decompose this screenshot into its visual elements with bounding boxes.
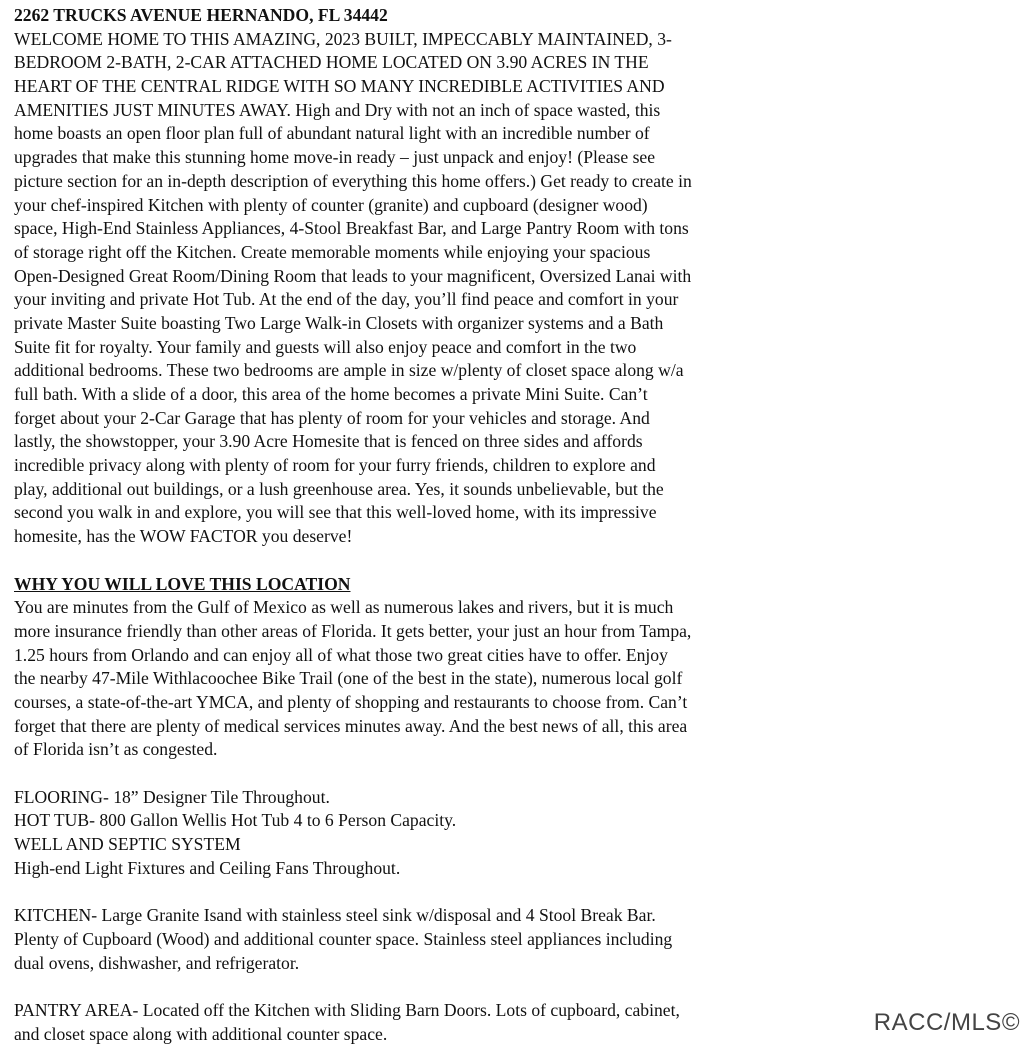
- text-line: your chef-inspired Kitchen with plenty of counter (granite) and cupboard (designer wood): [14, 194, 648, 215]
- feature-flooring: FLOORING- 18” Designer Tile Throughout.: [14, 786, 330, 807]
- pantry-paragraph: [14, 999, 824, 1046]
- text-line: forget about your 2-Car Garage that has plenty of room for your vehicles and storage. And: [14, 407, 650, 428]
- text-line: more insurance friendly than other areas of Florida. It gets better, your just an hour from Tampa,: [14, 620, 692, 641]
- text-line: AMENITIES JUST MINUTES AWAY. High and Dry with not an inch of space wasted, this: [14, 99, 661, 120]
- paragraph-spacer: [14, 880, 824, 904]
- text-line: additional bedrooms. These two bedrooms are ample in size w/plenty of closet space along w/a: [14, 360, 684, 381]
- text-line: lastly, the showstopper, your 3.90 Acre Homesite that is fenced on three sides and affords: [14, 431, 643, 452]
- location-heading: WHY YOU WILL LOVE THIS LOCATION: [14, 573, 351, 594]
- text-line: homesite, has the WOW FACTOR you deserve!: [14, 526, 353, 547]
- kitchen-paragraph: [14, 904, 824, 975]
- feature-well-septic: WELL AND SEPTIC SYSTEM: [14, 834, 241, 855]
- text-line: forget that there are plenty of medical services minutes away. And the best news of all, this area: [14, 715, 688, 736]
- text-line: space, High-End Stainless Appliances, 4-Stool Breakfast Bar, and Large Pantry Room with tons: [14, 218, 689, 239]
- text-line: BEDROOM 2-BATH, 2-CAR ATTACHED HOME LOCATED ON 3.90 ACRES IN THE: [14, 52, 649, 73]
- text-line: Open-Designed Great Room/Dining Room that leads to your magnificent, Oversized Lanai with: [14, 265, 692, 286]
- text-line: and closet space along with additional counter space.: [14, 1023, 388, 1044]
- text-line: full bath. With a slide of a door, this area of the home becomes a private Mini Suite. Can’t: [14, 384, 648, 404]
- paragraph-spacer: [14, 549, 824, 573]
- text-line: PANTRY AREA- Located off the Kitchen with Sliding Barn Doors. Lots of cupboard, cabinet,: [14, 999, 680, 1020]
- location-paragraph: [14, 596, 824, 762]
- text-line: home boasts an open floor plan full of abundant natural light with an incredible number of: [14, 123, 650, 144]
- text-line: 1.25 hours from Orlando and can enjoy all of what those two great cities have to offer. Enjoy: [14, 644, 668, 665]
- text-line: Plenty of Cupboard (Wood) and additional counter space. Stainless steel appliances including: [14, 928, 673, 949]
- paragraph-spacer: [14, 975, 824, 999]
- text-line: private Master Suite boasting Two Large Walk-in Closets with organizer systems and a Bath: [14, 312, 664, 333]
- text-line: of Florida isn’t as congested.: [14, 739, 218, 760]
- text-line: HEART OF THE CENTRAL RIDGE WITH SO MANY INCREDIBLE ACTIVITIES AND: [14, 76, 665, 97]
- features-list: [14, 786, 824, 881]
- text-line: You are minutes from the Gulf of Mexico as well as numerous lakes and rivers, but it is much: [14, 597, 674, 618]
- paragraph-spacer: [14, 762, 824, 786]
- text-line: courses, a state-of-the-art YMCA, and plenty of shopping and restaurants to choose from. Can’t: [14, 691, 688, 712]
- text-line: the nearby 47-Mile Withlacoochee Bike Trail (one of the best in the state), numerous local golf: [14, 668, 683, 689]
- text-line: incredible privacy along with plenty of room for your furry friends, children to explore and: [14, 455, 656, 476]
- text-line: upgrades that make this stunning home move-in ready – just unpack and enjoy! (Please see: [14, 147, 656, 168]
- document-page: [14, 4, 824, 1046]
- text-line: play, additional out buildings, or a lush greenhouse area. Yes, it sounds unbelievable, but the: [14, 478, 664, 499]
- text-line: KITCHEN- Large Granite Isand with stainless steel sink w/disposal and 4 Stool Break Bar.: [14, 905, 656, 926]
- feature-hot-tub: HOT TUB- 800 Gallon Wellis Hot Tub 4 to 6 Person Capacity.: [14, 810, 457, 831]
- text-line: Suite fit for royalty. Your family and guests will also enjoy peace and comfort in the two: [14, 336, 637, 357]
- text-line: picture section for an in-depth description of everything this home offers.) Get ready to create in: [14, 170, 692, 191]
- text-line: dual ovens, dishwasher, and refrigerator.: [14, 952, 300, 973]
- text-line: WELCOME HOME TO THIS AMAZING, 2023 BUILT, IMPECCABLY MAINTAINED, 3-: [14, 28, 672, 49]
- text-line: of storage right off the Kitchen. Create memorable moments while enjoying your spacious: [14, 241, 651, 262]
- mls-watermark: RACC/MLS©: [873, 1009, 1020, 1036]
- text-line: second you walk in and explore, you will see that this well-loved home, with its impressive: [14, 502, 657, 523]
- feature-fixtures: High-end Light Fixtures and Ceiling Fans Throughout.: [14, 857, 401, 878]
- text-line: your inviting and private Hot Tub. At the end of the day, you’ll find peace and comfort in your: [14, 289, 679, 310]
- intro-paragraph: [14, 28, 824, 549]
- property-address-heading: 2262 TRUCKS AVENUE HERNANDO, FL 34442: [14, 5, 388, 25]
